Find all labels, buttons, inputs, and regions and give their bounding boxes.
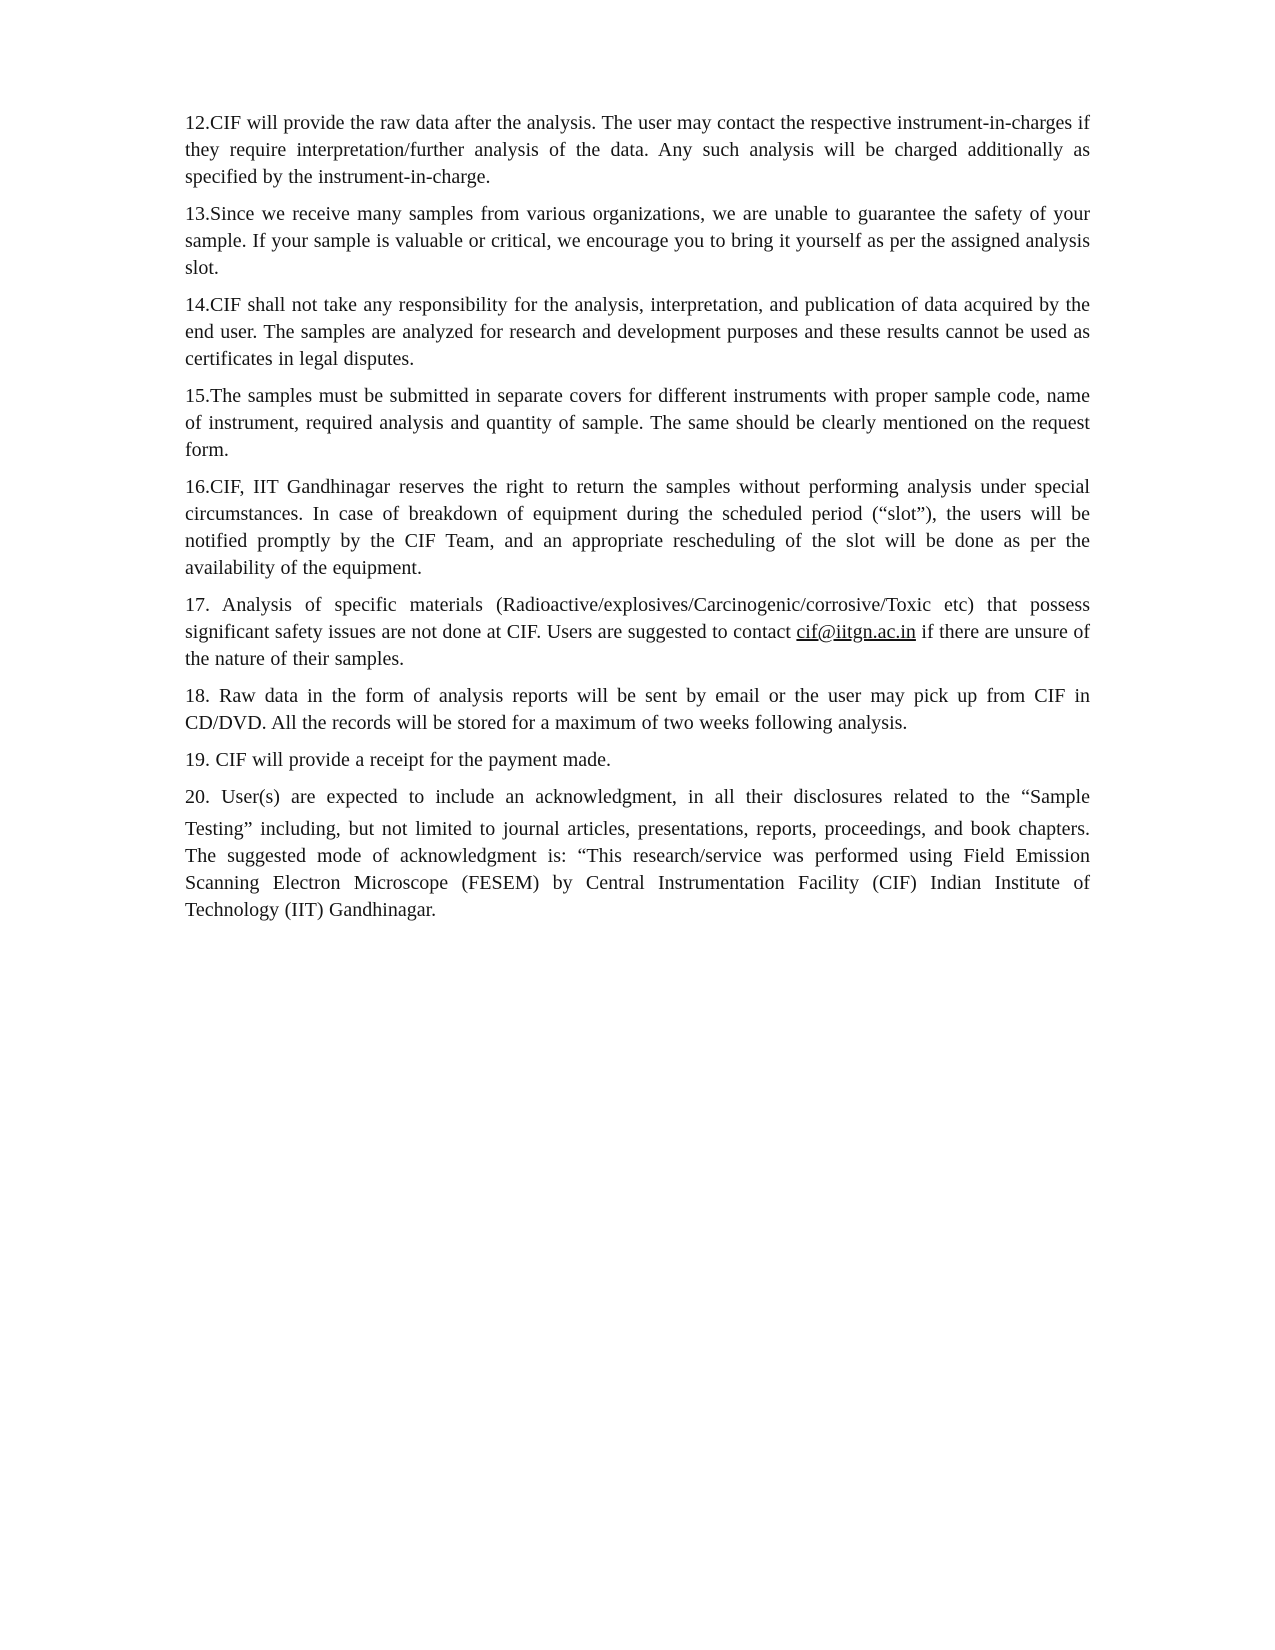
paragraph-12: 12.CIF will provide the raw data after the analysis. The user may contact the respective instrument-in-charges if they require interpretation/further analysis of the data. Any such analysis will be charged additionally as specified by the instrument-in-charge.	[185, 112, 1090, 188]
paragraph-14: 14.CIF shall not take any responsibility for the analysis, interpretation, and publication of data acquired by the end user. The samples are analyzed for research and development purposes and these results cannot be used as certificates in legal disputes.	[185, 294, 1090, 370]
paragraph-19: 19. CIF will provide a receipt for the payment made.	[185, 749, 612, 771]
email-link[interactable]: cif@iitgn.ac.in	[796, 621, 916, 643]
paragraph-20-continuation: Testing” including, but not limited to journal articles, presentations, reports, proceedings, and book chapters. The suggested mode of acknowledgment is: “This research/service was performed using Field Emission Scanning Electron Microscope (FESEM) by Central Instrumentation Facility (CIF) Indian Institute of Technology (IIT) Gandhinagar.	[185, 818, 1090, 921]
paragraph-15: 15.The samples must be submitted in separate covers for different instruments with proper sample code, name of instrument, required analysis and quantity of sample. The same should be clearly mentioned on the request form.	[185, 385, 1090, 461]
paragraph-16: 16.CIF, IIT Gandhinagar reserves the right to return the samples without performing analysis under special circumstances. In case of breakdown of equipment during the scheduled period (“slot”), the users will be notified promptly by the CIF Team, and an appropriate rescheduling of the slot will be done as per the availability of the equipment.	[185, 476, 1090, 579]
paragraph-20-first-line: 20. User(s) are expected to include an acknowledgment, in all their disclosures related to the “Sample	[185, 786, 1090, 808]
paragraph-17-text-after: if there are unsure of the nature of their samples.	[185, 621, 1090, 670]
paragraph-18: 18. Raw data in the form of analysis reports will be sent by email or the user may pick up from CIF in CD/DVD. All the records will be stored for a maximum of two weeks following analysis.	[185, 685, 1090, 734]
paragraph-13: 13.Since we receive many samples from various organizations, we are unable to guarantee the safety of your sample. If your sample is valuable or critical, we encourage you to bring it yourself as per the assigned analysis slot.	[185, 203, 1090, 279]
paragraph-17-text-before: 17. Analysis of specific materials (Radioactive/explosives/Carcinogenic/corrosive/Toxic etc) that possess significant safety issues are not done at CIF. Users are suggested to contact	[185, 594, 1090, 643]
paragraph-17	[185, 592, 1090, 673]
